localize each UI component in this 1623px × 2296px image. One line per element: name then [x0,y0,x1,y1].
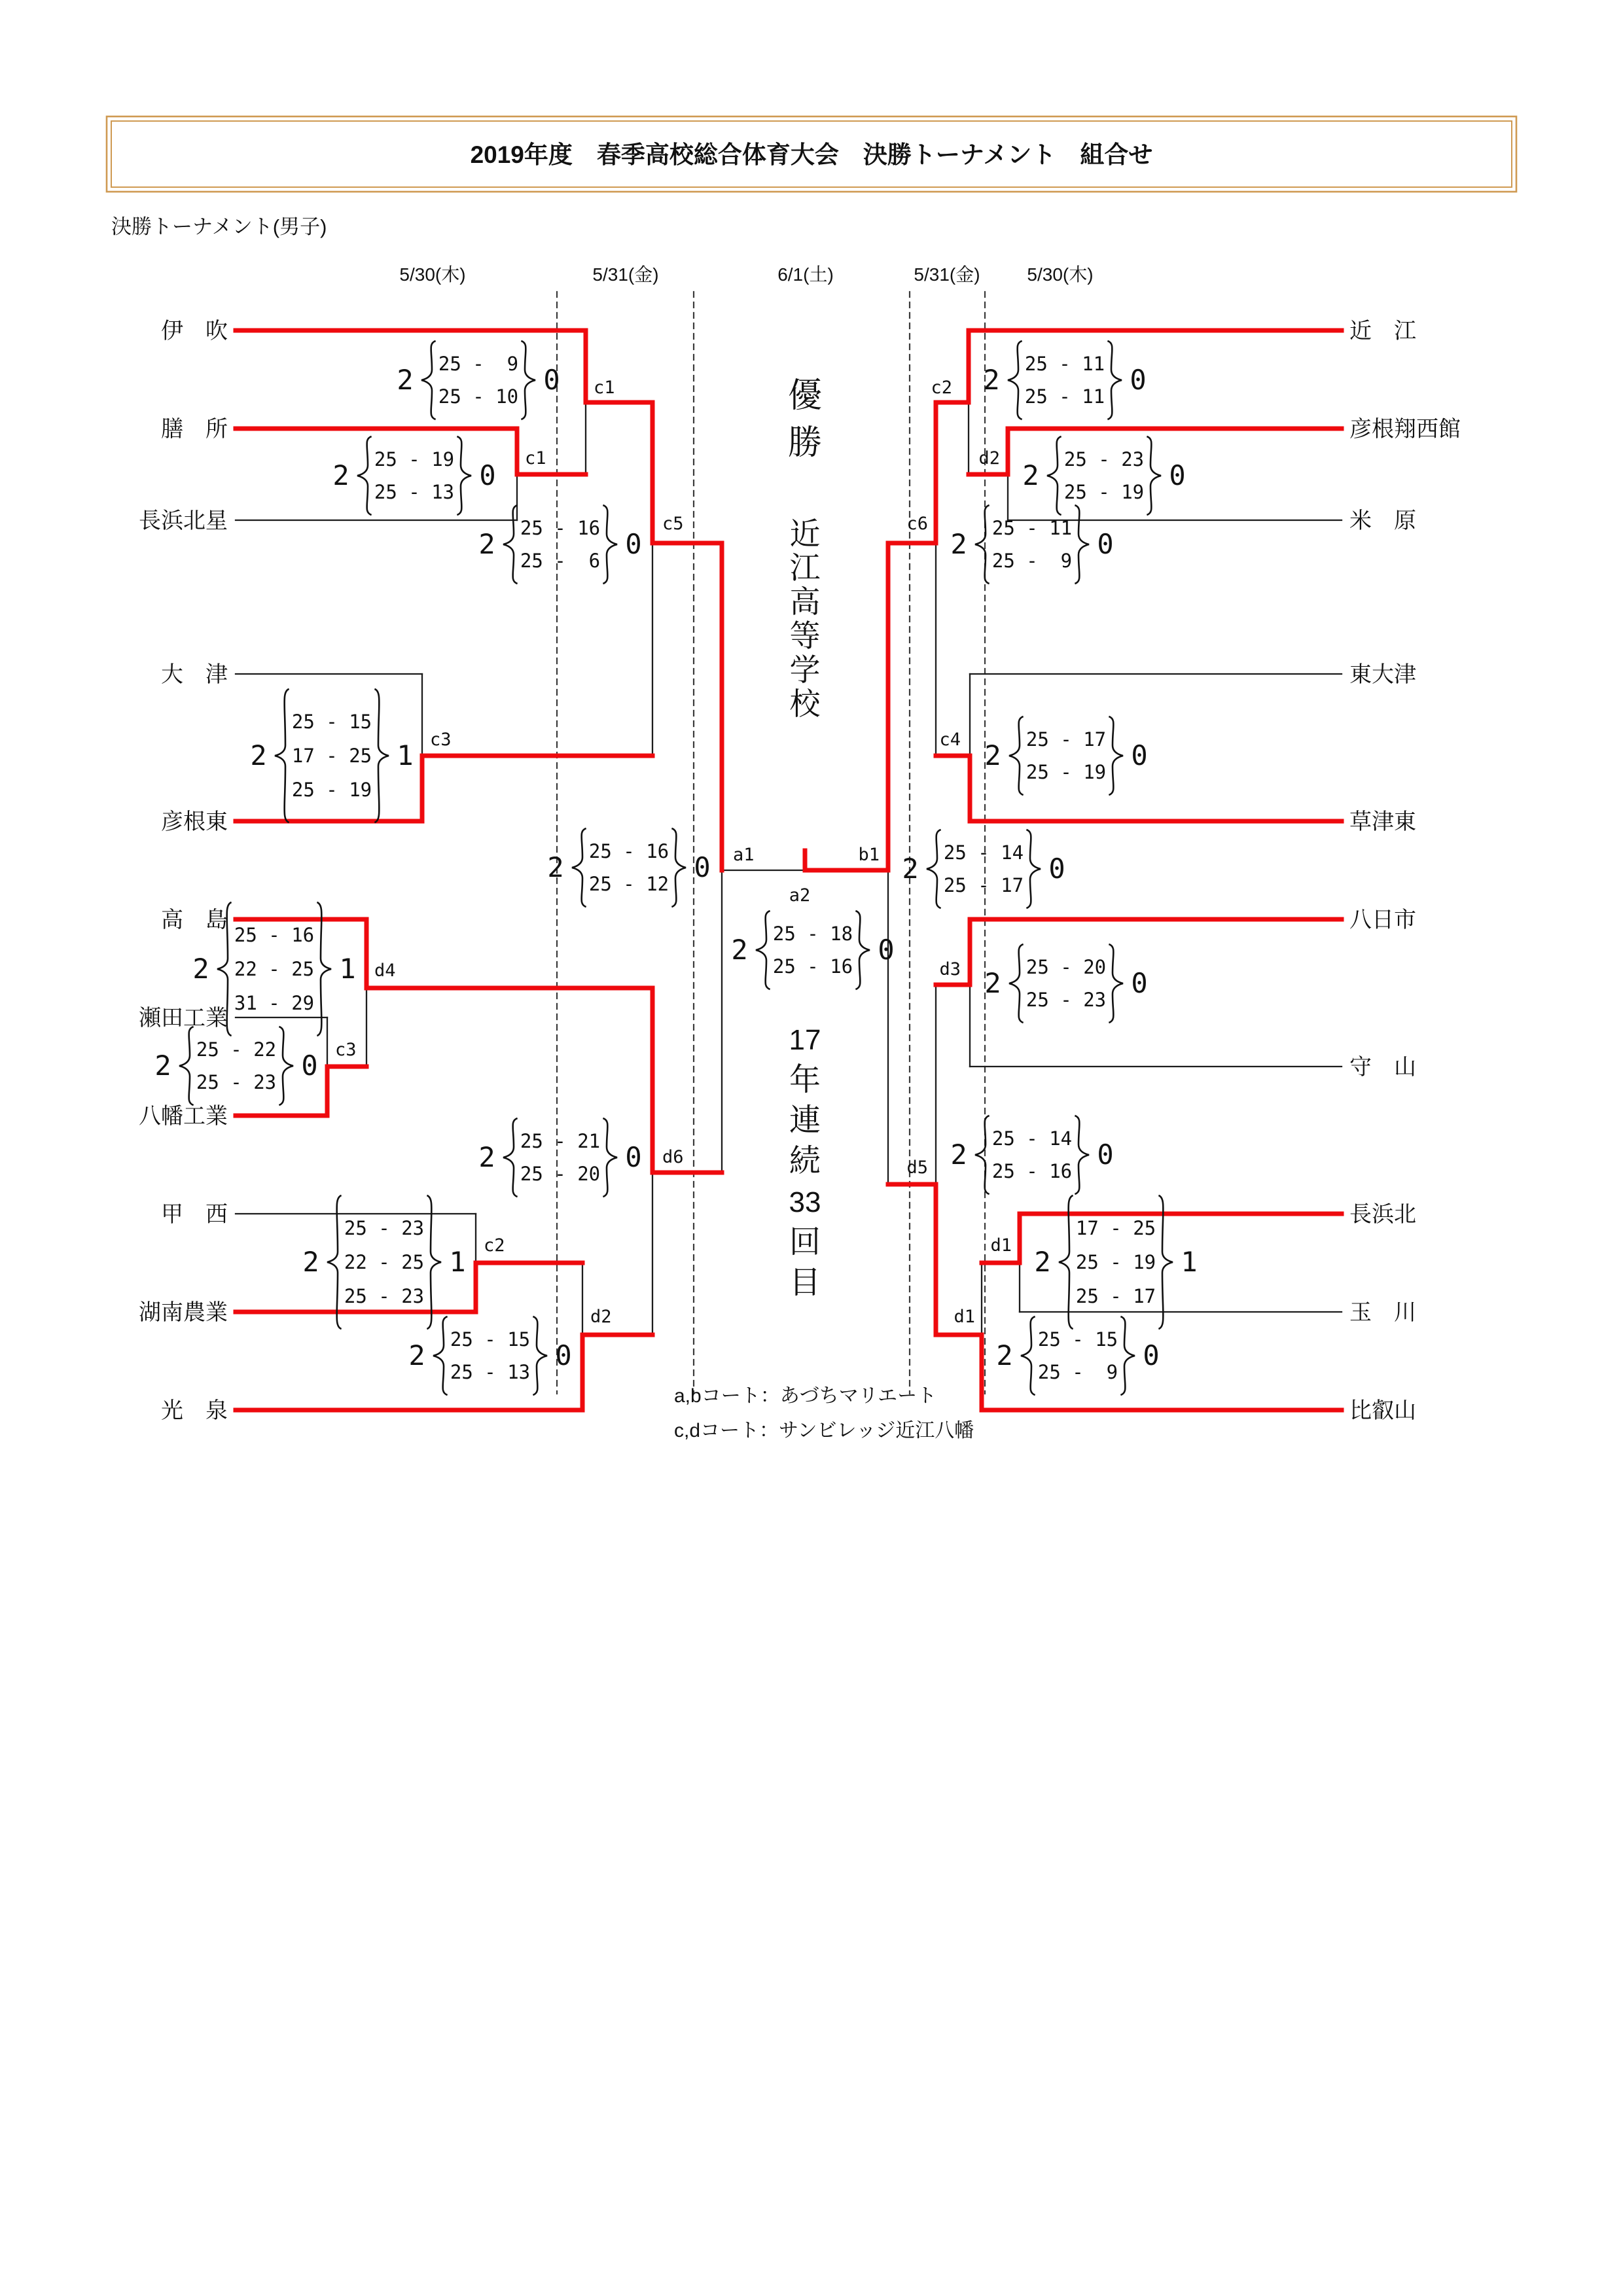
set-score: 25 - 13 [374,481,455,503]
champion-note-char: 目 [789,1265,821,1300]
team-label: 膳 所 [161,417,228,442]
set-score: 25 - 17 [1026,728,1107,751]
set-score: 22 - 25 [344,1251,425,1273]
date-header-3: 5/31(金) [914,264,980,285]
champion-name-char: 等 [789,618,821,653]
match-score-loser: 1 [339,953,356,985]
team-label: 甲 西 [161,1202,228,1227]
date-header-2: 6/1(土) [777,264,834,285]
team-label: 長浜北星 [139,508,228,533]
match-label: c6 [906,514,928,534]
match-score-loser: 0 [1097,1139,1114,1171]
champion-note-char: 年 [789,1063,821,1097]
champion-name-char: 校 [789,686,821,721]
match-score-loser: 0 [1131,967,1148,999]
match-label: d2 [590,1307,612,1327]
set-score: 25 - 15 [291,711,372,733]
set-score: 25 - 16 [588,840,669,862]
match-score-winner: 2 [332,459,349,491]
set-score: 25 - 17 [1075,1285,1156,1307]
champion-note-char: 17 [789,1024,821,1056]
match-label: d2 [978,448,1000,468]
set-score: 25 - 16 [991,1160,1073,1182]
match-score-winner: 2 [731,934,748,966]
team-label: 瀬田工業 [139,1006,228,1031]
match-score-loser: 0 [543,364,560,396]
set-score: 25 - 10 [438,385,519,408]
team-label: 彦根東 [161,809,228,834]
set-score: 25 - 14 [991,1127,1073,1150]
team-label: 草津東 [1349,809,1416,834]
set-score: 25 - 16 [234,924,315,946]
match-score-winner: 2 [154,1050,171,1082]
team-label: 米 原 [1349,508,1416,533]
champion-heading-char: 優 [787,377,823,415]
match-score-loser: 0 [1130,364,1147,396]
set-score: 25 - 19 [1063,481,1145,503]
set-score: 25 - 22 [196,1038,277,1061]
match-score-loser: 0 [1048,853,1065,885]
set-score: 25 - 6 [520,550,601,572]
match-label: b1 [858,845,880,865]
set-score: 25 - 11 [1024,353,1105,375]
match-label: c3 [430,730,452,750]
match-label: c4 [939,730,961,750]
match-label: a2 [789,885,811,906]
set-score: 25 - 14 [943,841,1024,864]
set-score: 25 - 17 [943,874,1024,896]
set-score: 25 - 19 [1075,1251,1156,1273]
set-score: 25 - 9 [438,353,519,375]
champion-note-char: 続 [789,1144,821,1178]
match-score-loser: 1 [449,1246,466,1278]
date-header-4: 5/30(木) [1027,264,1094,285]
match-label: d1 [954,1307,975,1327]
team-label: 湖南農業 [139,1300,228,1325]
match-score-winner: 2 [547,851,564,883]
set-score: 31 - 29 [234,992,315,1014]
match-score-loser: 0 [555,1339,572,1371]
team-label: 大 津 [161,662,228,687]
set-score: 25 - 15 [450,1328,531,1351]
match-label: c3 [335,1040,357,1060]
match-score-loser: 0 [1169,459,1186,491]
champion-heading-char: 勝 [787,424,823,462]
match-label: d6 [662,1147,684,1167]
team-label: 東大津 [1349,662,1416,687]
champion-name-char: 江 [789,550,821,585]
venue-note-0: a,bコート：あづちマリエート [674,1385,937,1407]
match-score-winner: 2 [983,364,1000,396]
match-score-winner: 2 [408,1339,425,1371]
team-label: 比叡山 [1349,1398,1416,1423]
match-score-winner: 2 [950,528,967,560]
match-score-winner: 2 [984,967,1001,999]
set-score: 25 - 9 [1037,1361,1118,1383]
champion-name-char: 学 [789,652,821,687]
set-score: 25 - 20 [1026,956,1107,978]
set-score: 25 - 13 [450,1361,531,1383]
match-score-loser: 0 [301,1050,318,1082]
match-score-winner: 2 [397,364,414,396]
set-score: 25 - 23 [1063,448,1145,470]
team-label: 長浜北 [1349,1202,1416,1227]
set-score: 25 - 23 [344,1217,425,1239]
match-score-loser: 0 [1143,1339,1160,1371]
match-score-loser: 0 [1131,739,1148,771]
match-label: c2 [931,378,952,398]
set-score: 25 - 15 [1037,1328,1118,1351]
match-label: c1 [594,378,615,398]
team-label: 八日市 [1349,908,1416,932]
match-score-winner: 2 [302,1246,319,1278]
match-score-winner: 2 [1034,1246,1051,1278]
champion-name-char: 高 [789,584,821,619]
set-score: 25 - 19 [374,448,455,470]
match-label: d1 [990,1235,1012,1256]
bracket-subtitle: 決勝トーナメント(男子) [111,215,327,238]
set-score: 22 - 25 [234,958,315,980]
match-score-winner: 2 [902,853,919,885]
match-score-loser: 1 [1181,1246,1198,1278]
match-label: d5 [906,1157,928,1178]
set-score: 25 - 9 [991,550,1073,572]
set-score: 25 - 23 [344,1285,425,1307]
page-title: 2019年度 春季高校総合体育大会 決勝トーナメント 組合せ [470,141,1153,168]
team-label: 守 山 [1349,1055,1416,1080]
team-label: 高 島 [161,908,228,932]
match-score-winner: 2 [478,528,495,560]
set-score: 25 - 23 [196,1071,277,1093]
match-score-loser: 0 [878,934,895,966]
set-score: 25 - 12 [588,873,669,895]
set-score: 25 - 16 [520,517,601,539]
match-score-winner: 2 [478,1141,495,1173]
set-score: 17 - 25 [291,745,372,767]
match-score-winner: 2 [1022,459,1039,491]
match-score-loser: 0 [1097,528,1114,560]
team-label: 光 泉 [161,1398,228,1423]
match-score-loser: 0 [625,1141,642,1173]
set-score: 25 - 11 [1024,385,1105,408]
champion-name-char: 近 [789,516,821,551]
venue-note-1: c,dコート：サンビレッジ近江八幡 [674,1420,974,1441]
set-score: 25 - 16 [772,955,853,978]
match-label: c5 [662,514,684,534]
match-label: d3 [939,959,961,980]
set-score: 25 - 11 [991,517,1073,539]
match-label: d4 [374,961,396,981]
match-score-winner: 2 [192,953,209,985]
team-label: 伊 吹 [161,319,228,344]
team-label: 八幡工業 [139,1104,228,1129]
date-header-0: 5/30(木) [399,264,466,285]
set-score: 25 - 18 [772,923,853,945]
champion-note-char: 33 [789,1186,821,1218]
team-label: 彦根翔西館 [1349,417,1461,442]
set-score: 25 - 21 [520,1130,601,1152]
set-score: 25 - 23 [1026,989,1107,1011]
date-header-1: 5/31(金) [592,264,659,285]
set-score: 25 - 19 [1026,761,1107,783]
champion-note-char: 回 [789,1225,821,1260]
match-label: c2 [484,1235,505,1256]
set-score: 25 - 20 [520,1163,601,1185]
set-score: 25 - 19 [291,779,372,801]
match-score-winner: 2 [984,739,1001,771]
match-score-loser: 1 [397,739,414,771]
champion-note-char: 連 [789,1103,821,1138]
match-label: a1 [733,845,755,865]
match-label: c1 [525,448,546,468]
match-score-loser: 0 [479,459,496,491]
set-score: 17 - 25 [1075,1217,1156,1239]
match-score-winner: 2 [950,1139,967,1171]
match-score-winner: 2 [250,739,267,771]
team-label: 近 江 [1349,319,1416,344]
team-label: 玉 川 [1349,1300,1416,1325]
match-score-winner: 2 [996,1339,1013,1371]
match-score-loser: 0 [625,528,642,560]
match-score-loser: 0 [694,851,711,883]
